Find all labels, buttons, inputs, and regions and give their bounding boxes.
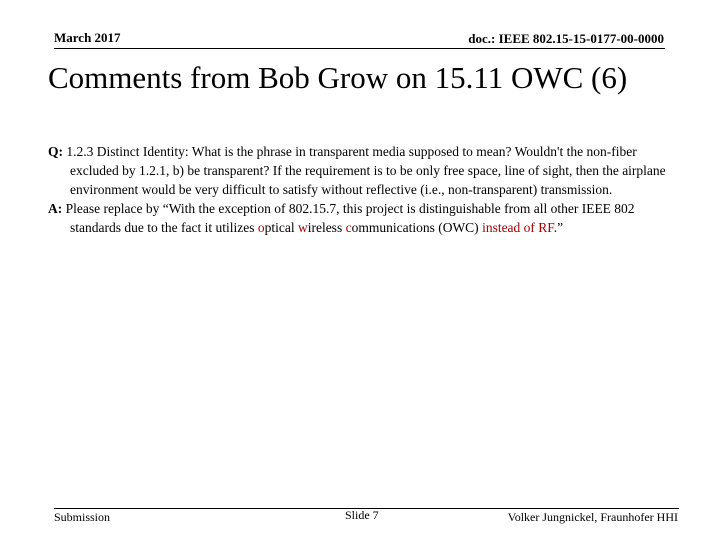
answer-intro-text: Please replace by “With the exception of 802.15.7, this project is distinguishable from all other IEEE 802 standards due to the fact it utilizes: [65, 201, 635, 235]
header-date: March 2017: [54, 30, 121, 45]
footer-author: Volker Jungnickel, Fraunhofer HHI: [507, 510, 678, 524]
slide-title: Comments from Bob Grow on 15.11 OWC (6): [48, 60, 628, 95]
slide-body: [48, 142, 680, 237]
footer-submission: Submission: [54, 510, 111, 524]
answer-text-ommunications: ommunications (OWC): [351, 220, 483, 235]
answer-paragraph: [48, 199, 680, 237]
question-paragraph: [48, 142, 680, 199]
answer-highlight-c: c: [345, 220, 352, 235]
answer-highlight-o: o: [257, 220, 265, 235]
header-divider: [54, 48, 665, 49]
answer-highlight-instead: instead of RF: [482, 220, 554, 235]
question-label: Q:: [48, 144, 63, 159]
answer-closing: .”: [553, 220, 564, 235]
question-text: 1.2.3 Distinct Identity: What is the phrase in transparent media supposed to mean? Wouldn't the non-fiber excluded by 1.2.1, b) be transparent? If the requirement is to be only free space, line of sight, then the airplane environment would be very difficult to satisfy without reflective (i.e., non-transparent) transmission.: [66, 144, 666, 197]
answer-highlight-w: w: [297, 220, 308, 235]
footer-slide-number: Slide 7: [345, 508, 379, 522]
header-doc-id: doc.: IEEE 802.15-15-0177-00-0000: [468, 31, 664, 46]
answer-text-ptical: ptical: [264, 220, 298, 235]
answer-label: A:: [48, 201, 63, 216]
answer-text-ireless: ireless: [307, 220, 346, 235]
